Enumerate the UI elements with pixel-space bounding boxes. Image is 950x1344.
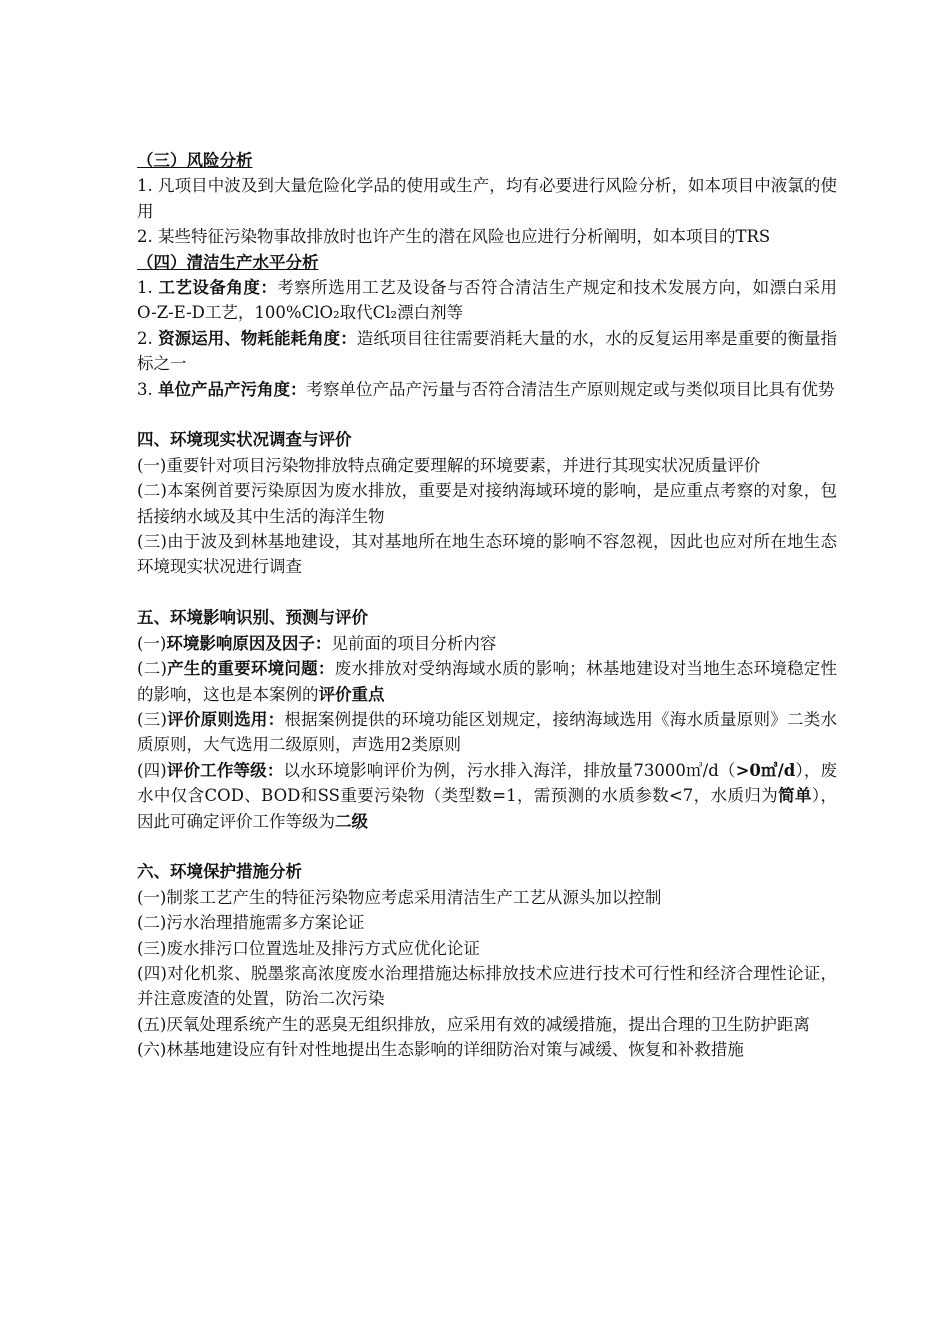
section-6-item-5: (五)厌氧处理系统产生的恶臭无组织排放，应采用有效的减缓措施，提出合理的卫生防护距离 [137, 1014, 810, 1034]
item-text: 以水环境影响评价为例，污水排入海洋，排放量73000㎥/d（ [283, 760, 736, 780]
clean-item-2 [137, 326, 837, 377]
item-bold-label: 环境影响原因及因子： [166, 633, 332, 653]
item-text: 废水排放对受纳海域水质的影响；林基地建设对当地生态环境稳定性的影响，这也是本案例的 [137, 659, 838, 704]
section-4-item-1: (一)重要针对项目污染物排放特点确定要理解的环境要素，并进行其现实状况质量评价 [137, 455, 761, 475]
item-number: 3. [137, 379, 158, 399]
section-4-item-3: (三)由于波及到林基地建设，其对基地所在地生态环境的影响不容忽视，因此也应对所在地生态环境现实状况进行调查 [137, 532, 837, 577]
section-6-item-6: (六)林基地建设应有针对性地提出生态影响的详细防治对策与减缓、恢复和补救措施 [137, 1040, 744, 1060]
item-bold-label: 评价原则选用： [166, 709, 285, 729]
clean-item-3 [137, 377, 837, 402]
item-text: 见前面的项目分析内容 [331, 633, 497, 653]
clean-item-1 [137, 275, 837, 326]
section-5-item-2 [137, 656, 837, 707]
item-bold-label: 评价工作等级： [166, 760, 284, 780]
item-bold-label: 工艺设备角度： [158, 278, 278, 298]
risk-item-2: 2. 某些特征污染物事故排放时也许产生的潜在风险也应进行分析阐明，如本项目的TRS [137, 227, 771, 247]
item-bold-emphasis: 评价重点 [318, 684, 385, 704]
item-number: (二) [137, 659, 167, 679]
section-5-item-1 [137, 631, 837, 656]
section-6-heading: 六、环境保护措施分析 [137, 862, 302, 882]
section-6-item-3: (三)废水排污口位置选址及排污方式应优化论证 [137, 938, 480, 958]
spacer [137, 580, 837, 605]
section-4-item-2: (二)本案例首要污染原因为废水排放，重要是对接纳海域环境的影响，是应重点考察的对象，包括接纳水域及其中生活的海洋生物 [137, 481, 837, 526]
item-bold-label: 产生的重要环境问题： [166, 659, 335, 679]
item-number: (三) [137, 709, 167, 729]
item-bold-emphasis: >0㎥/d [735, 760, 796, 780]
item-text: ），废水中仅含COD、BOD和SS重要污染物（类型数=1，需预测的水质参数<7，水质归为 [137, 760, 838, 806]
section-6-item-4: (四)对化机浆、脱墨浆高浓度废水治理措施达标排放技术应进行技术可行性和经济合理性论证，并注意废渣的处置，防治二次污染 [137, 963, 837, 1009]
item-number: 1. [137, 278, 159, 298]
section-4-heading: 四、环境现实状况调查与评价 [137, 430, 352, 450]
section-5-heading: 五、环境影响识别、预测与评价 [137, 608, 368, 628]
section-5-item-4 [137, 758, 837, 834]
spacer [137, 402, 837, 427]
item-bold-emphasis: 简单 [778, 786, 812, 806]
clean-production-heading: （四）清洁生产水平分析 [137, 252, 319, 272]
item-bold-label: 单位产品产污角度： [158, 379, 307, 399]
risk-item-1: 1. 凡项目中波及到大量危险化学品的使用或生产，均有必要进行风险分析，如本项目中液氯的使用 [137, 176, 837, 221]
document-page [137, 148, 837, 1063]
item-text: ），因此可确定评价工作等级为 [137, 786, 838, 831]
item-text: 考察所选用工艺及设备与否符合清洁生产规定和技术发展方向，如漂白采用O-Z-E-D工艺，100%ClO₂取代Cl₂漂白剂等 [137, 278, 837, 323]
item-text: 造纸项目往往需要消耗大量的水，水的反复运用率是重要的衡量指标之一 [137, 328, 838, 374]
spacer [137, 834, 837, 859]
section-6-item-2: (二)污水治理措施需多方案论证 [137, 913, 365, 933]
item-text: 考察单位产品产污量与否符合清洁生产原则规定或与类似项目比具有优势 [306, 379, 835, 399]
section-5-item-3 [137, 707, 837, 758]
section-6-item-1: (一)制浆工艺产生的特征污染物应考虑采用清洁生产工艺从源头加以控制 [137, 887, 662, 907]
item-bold-label: 资源运用、物耗能耗角度： [158, 328, 357, 348]
item-number: (一) [137, 633, 167, 653]
item-text: 根据案例提供的环境功能区划规定，接纳海域选用《海水质量原则》二类水质原则，大气选用二级原则，声选用2类原则 [137, 709, 838, 755]
item-number: (四) [137, 760, 167, 780]
risk-analysis-heading: （三）风险分析 [137, 151, 253, 170]
item-bold-emphasis: 二级 [335, 811, 368, 831]
item-number: 2. [137, 328, 159, 348]
